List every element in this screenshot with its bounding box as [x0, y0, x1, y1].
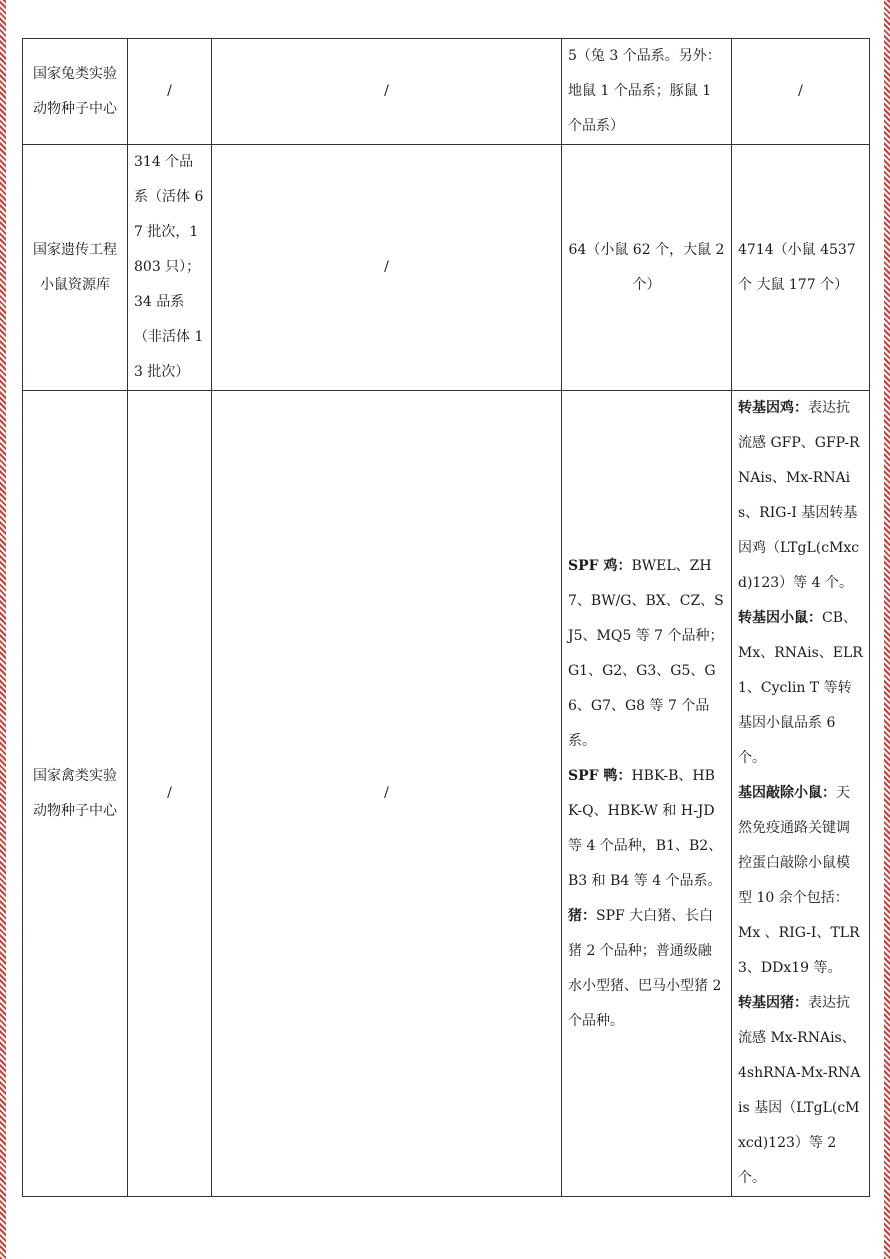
table-cell: / — [128, 39, 212, 145]
model-text: 天然免疫通路关键调控蛋白敲除小鼠模型 10 余个包括：Mx 、RIG-I、TLR3、DDx19 等。 — [738, 785, 860, 976]
table-cell: 64（小鼠 62 个，大鼠 2 个） — [562, 145, 732, 391]
table-cell: / — [732, 39, 870, 145]
model-paragraph — [738, 776, 863, 986]
center-name-cell: 国家禽类实验动物种子中心 — [23, 391, 128, 1197]
table-cell: / — [212, 391, 562, 1197]
model-paragraph — [738, 391, 863, 601]
model-label: 转基因鸡： — [738, 400, 808, 416]
breed-label: SPF 鸭： — [568, 767, 632, 784]
table-row — [23, 391, 870, 1197]
model-paragraph — [738, 986, 863, 1196]
model-label: 转基因小鼠： — [738, 610, 822, 626]
breed-paragraph — [568, 549, 725, 759]
table-cell: / — [128, 391, 212, 1197]
model-label: 基因敲除小鼠： — [738, 785, 836, 801]
table-cell: 314 个品系（活体 67 批次，1803 只）；34 品系（非活体 13 批次） — [128, 145, 212, 391]
model-label: 转基因猪： — [738, 995, 808, 1011]
table-row — [23, 39, 870, 145]
breed-text: SPF 大白猪、长白猪 2 个品种；普通级融水小型猪、巴马小型猪 2 个品种。 — [568, 907, 722, 1029]
table-cell: 5（兔 3 个品系。另外：地鼠 1 个品系；豚鼠 1 个品系） — [562, 39, 732, 145]
breeds-cell — [562, 391, 732, 1197]
breed-paragraph — [568, 759, 725, 899]
center-name-cell: 国家遗传工程小鼠资源库 — [23, 145, 128, 391]
center-name-cell: 国家兔类实验动物种子中心 — [23, 39, 128, 145]
model-text: CB、Mx、RNAis、ELR1、Cyclin T 等转基因小鼠品系 6 个。 — [738, 610, 863, 766]
breed-text: HBK-B、HBK-Q、HBK-W 和 H-JD 等 4 个品种，B1、B2、B3 和 B4 等 4 个品系。 — [568, 767, 723, 889]
model-paragraph — [738, 601, 863, 776]
models-cell — [732, 391, 870, 1197]
breed-text: BWEL、ZH7、BW/G、BX、CZ、SJ5、MQ5 等 7 个品种；G1、G2、G3、G5、G6、G7、G8 等 7 个品系。 — [568, 557, 724, 749]
decorative-right-border — [884, 0, 890, 1259]
table-cell: / — [212, 145, 562, 391]
model-text: 表达抗流感 GFP、GFP-RNAis、Mx-RNAis、RIG-I 基因转基因鸡（LTgL(cMxcd)123）等 4 个。 — [738, 400, 860, 591]
breed-label: SPF 鸡： — [568, 557, 632, 574]
breed-label: 猪： — [568, 907, 596, 924]
model-text: 表达抗流感 Mx-RNAis、4shRNA-Mx-RNAis 基因（LTgL(cMxcd)123）等 2 个。 — [738, 995, 861, 1186]
table-cell: 4714（小鼠 4537 个 大鼠 177 个） — [732, 145, 870, 391]
table-cell: / — [212, 39, 562, 145]
breed-paragraph — [568, 899, 725, 1039]
resource-table — [22, 38, 870, 1197]
decorative-left-border — [0, 0, 6, 1259]
table-row — [23, 145, 870, 391]
